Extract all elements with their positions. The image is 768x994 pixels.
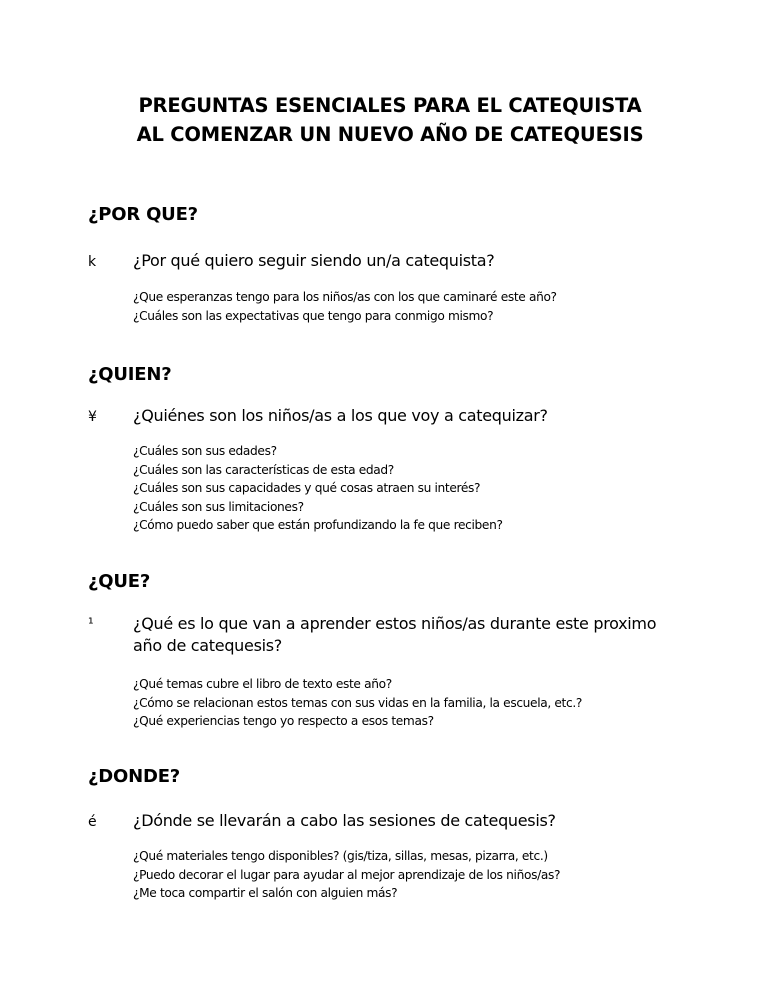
subquestion: ¿Cómo puedo saber que están profundizando la fe que reciben? xyxy=(133,518,503,532)
subquestion: ¿Cuáles son sus edades? xyxy=(133,444,277,458)
main-question xyxy=(133,250,693,272)
subquestion: ¿Cuáles son las características de esta edad? xyxy=(133,462,394,477)
section-heading: ¿DONDE? xyxy=(88,766,181,787)
subquestion: ¿Qué materiales tengo disponibles? (gis/tiza, sillas, mesas, pizarra, etc.) xyxy=(133,849,548,863)
main-question-line: ¿Por qué quiero seguir siendo un/a catequista? xyxy=(133,251,495,270)
subquestion: ¿Cómo se relacionan estos temas con sus vidas en la familia, la escuela, etc.? xyxy=(133,695,582,710)
main-question-line: ¿Qué es lo que van a aprender estos niños/as durante este proximo xyxy=(133,614,657,633)
main-question xyxy=(133,810,693,832)
section-heading: ¿QUIEN? xyxy=(88,364,172,385)
subquestion: ¿Que esperanzas tengo para los niños/as con los que caminaré este año? xyxy=(133,290,557,304)
subquestion: ¿Qué temas cubre el libro de texto este año? xyxy=(133,677,392,691)
main-question xyxy=(133,613,693,657)
bullet-symbol: k xyxy=(88,254,97,270)
subquestion: ¿Qué experiencias tengo yo respecto a esos temas? xyxy=(133,714,434,728)
main-question xyxy=(133,405,693,427)
document-title-line-2: AL COMENZAR UN NUEVO AÑO DE CATEQUESIS xyxy=(136,123,644,146)
main-question-line: ¿Dónde se llevarán a cabo las sesiones de catequesis? xyxy=(133,811,556,830)
document-title-line-1: PREGUNTAS ESENCIALES PARA EL CATEQUISTA xyxy=(138,94,642,117)
subquestion: ¿Me toca compartir el salón con alguien más? xyxy=(133,886,398,900)
subquestion-list xyxy=(133,675,693,731)
section-heading: ¿QUE? xyxy=(88,571,151,592)
subquestion: ¿Cuáles son las expectativas que tengo para conmigo mismo? xyxy=(133,308,494,323)
subquestion: ¿Cuáles son sus capacidades y qué cosas atraen su interés? xyxy=(133,481,481,495)
subquestion-list xyxy=(133,288,693,325)
subquestion: ¿Cuáles son sus limitaciones? xyxy=(133,499,304,514)
subquestion-list xyxy=(133,442,693,535)
bullet-symbol: ¥ xyxy=(88,409,97,425)
main-question-line: ¿Quiénes son los niños/as a los que voy a catequizar? xyxy=(133,406,548,425)
bullet-symbol: é xyxy=(88,814,97,830)
main-question-line: año de catequesis? xyxy=(133,636,282,655)
section-heading: ¿POR QUE? xyxy=(88,204,198,225)
bullet-symbol: ¹ xyxy=(88,616,94,632)
subquestion: ¿Puedo decorar el lugar para ayudar al mejor aprendizaje de los niños/as? xyxy=(133,867,561,882)
subquestion-list xyxy=(133,847,693,903)
